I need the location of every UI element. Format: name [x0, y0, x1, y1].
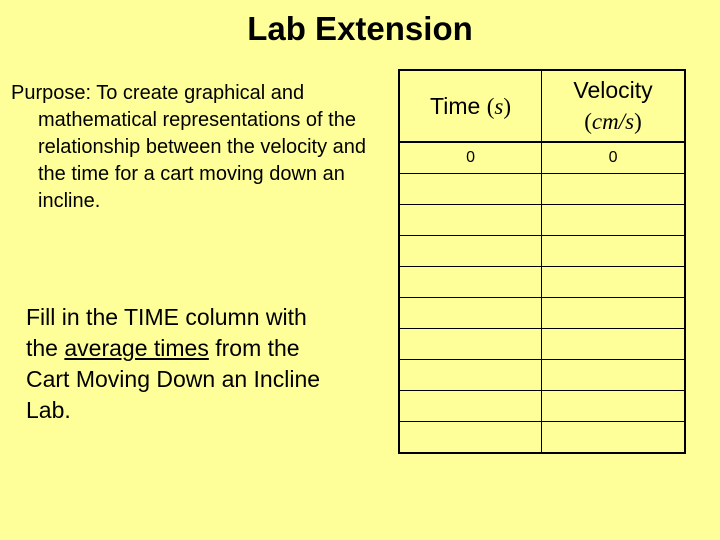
table-row — [399, 360, 685, 391]
table-row — [399, 236, 685, 267]
table-row — [399, 298, 685, 329]
time-cell[interactable] — [399, 267, 542, 298]
table-header-row — [399, 70, 685, 142]
table-row — [399, 329, 685, 360]
instructions-underlined: average times — [64, 335, 209, 361]
time-cell[interactable] — [399, 205, 542, 236]
velocity-cell[interactable] — [542, 391, 685, 422]
table-row — [399, 391, 685, 422]
slide-title: Lab Extension — [247, 10, 473, 47]
time-cell[interactable] — [399, 360, 542, 391]
time-cell[interactable]: 0 — [399, 142, 542, 174]
time-header-label: Time — [430, 92, 487, 119]
velocity-cell[interactable] — [542, 205, 685, 236]
velocity-header-label: Velocity — [573, 77, 653, 103]
table-row — [399, 205, 685, 236]
velocity-cell[interactable] — [542, 298, 685, 329]
data-table — [398, 69, 686, 454]
time-cell[interactable] — [399, 236, 542, 267]
instructions-before: Fill in the TIME column with the — [26, 304, 307, 361]
velocity-cell[interactable] — [542, 422, 685, 454]
velocity-header-unit: cm/s — [591, 109, 635, 134]
velocity-cell[interactable] — [542, 329, 685, 360]
time-column-header: Time (s) — [399, 70, 542, 142]
time-cell[interactable] — [399, 422, 542, 454]
time-cell[interactable] — [399, 174, 542, 205]
velocity-cell[interactable] — [542, 267, 685, 298]
time-cell[interactable] — [399, 391, 542, 422]
instructions-after: from the Cart Moving Down an Incline Lab. — [26, 335, 321, 423]
table-row — [399, 267, 685, 298]
table-row — [399, 174, 685, 205]
time-cell[interactable] — [399, 298, 542, 329]
time-cell[interactable] — [399, 329, 542, 360]
table-row — [399, 142, 685, 174]
velocity-cell[interactable] — [542, 236, 685, 267]
velocity-cell[interactable]: 0 — [542, 142, 685, 174]
table-row — [399, 422, 685, 454]
time-header-unit: s — [494, 93, 504, 119]
velocity-cell[interactable] — [542, 174, 685, 205]
instructions-text — [26, 302, 326, 426]
velocity-cell[interactable] — [542, 360, 685, 391]
purpose-text: Purpose: To create graphical and mathematical representations of the relationship between the velocity and the time for a cart moving down an incline. — [11, 82, 366, 212]
velocity-column-header: Velocity (cm/s) — [542, 70, 685, 142]
